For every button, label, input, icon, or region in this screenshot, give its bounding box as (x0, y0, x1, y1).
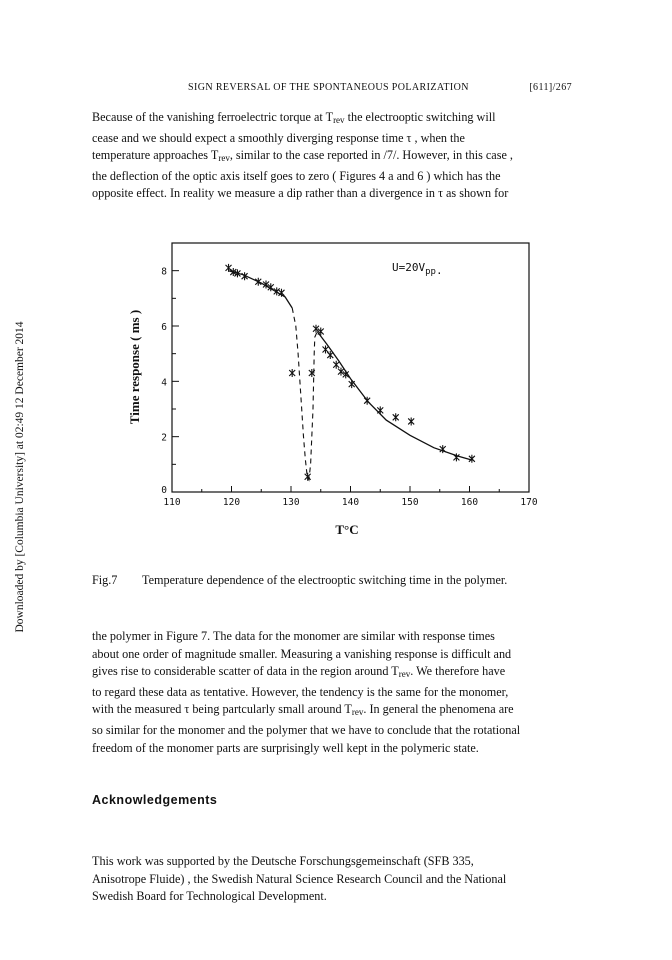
x-tick-label: 150 (401, 497, 419, 508)
text-line: gives rise to considerable scatter of data in the region around $T_{rev}$. We therefore have (92, 664, 506, 680)
text-line: so similar for the monomer and the polymer that we have to conclude that the rotational (92, 722, 521, 737)
data-point (440, 445, 446, 453)
text-line: Because of the vanishing ferroelectric torque at $T_{rev}$ the electrooptic switching will (92, 110, 496, 125)
text-line: Anisotrope Fluide) , the Swedish Natural Science Research Council and the National (92, 871, 507, 886)
y-tick-label: 2 (161, 432, 167, 444)
data-point (377, 406, 383, 414)
text-line: the deflection of the optic axis itself goes to zero ( Figures 4 a and 6 ) which has the (92, 168, 501, 183)
text-line: temperature approaches $T_{rev}$, similar to the case reported in /7/. However, in this case , (92, 148, 513, 164)
plot-frame (172, 243, 529, 492)
running-title: SIGN REVERSAL OF THE SPONTANEOUS POLARIZATION (188, 82, 469, 93)
x-axis-label: T°C (335, 522, 359, 537)
text-line: about one order of magnitude smaller. Measuring a vanishing response is difficult and (92, 646, 512, 661)
x-tick-label: 130 (282, 497, 300, 508)
data-point (278, 289, 284, 297)
fit-curve-high-t (317, 332, 472, 461)
fit-curve-dip (292, 308, 317, 480)
data-point (289, 369, 295, 377)
data-point (364, 397, 370, 405)
paragraph-discussion (92, 628, 577, 757)
y-tick-label: 6 (161, 322, 167, 333)
data-point (349, 380, 355, 388)
y-tick-label: 8 (161, 266, 167, 278)
x-tick-label: 170 (520, 497, 538, 508)
data-point (226, 264, 232, 272)
text-line: to regard these data as tentative. However, the tendency is the same for the monomer, (92, 684, 509, 699)
x-tick-label: 160 (460, 497, 479, 508)
text-line: This work was supported by the Deutsche Forschungsgemeinschaft (SFB 335, (92, 854, 474, 868)
data-point (453, 453, 459, 461)
figure-number: Fig.7 (92, 573, 118, 587)
x-tick-label: 110 (163, 497, 181, 508)
y-tick-label: 4 (161, 377, 167, 389)
fit-curve-low-t (229, 271, 293, 308)
data-point (255, 278, 261, 286)
data-point (333, 361, 339, 369)
page-number: [611]/267 (529, 82, 572, 93)
text-line: freedom of the monomer parts are surprisingly well kept in the polymeric state. (92, 740, 479, 755)
acknowledgements-text (92, 853, 577, 906)
data-point (327, 351, 333, 359)
text-line: the polymer in Figure 7. The data for the monomer are similar with response times (92, 629, 495, 643)
data-point (393, 413, 399, 421)
voltage-annotation: $U=20V_{pp}$. (392, 261, 443, 277)
download-watermark: Downloaded by [Columbia University] at 02:49 12 December 2014 (14, 321, 26, 633)
x-tick-label: 120 (222, 497, 241, 508)
text-line: opposite effect. In reality we measure a dip rather than a divergence in τ as shown for (92, 186, 509, 201)
text-line: with the measured τ being partcularly small around $T_{rev}$. In general the phenomena are (92, 702, 514, 718)
y-axis-label: Time response ( ms ) (127, 309, 142, 425)
text-line: Swedish Board for Technological Development. (92, 889, 327, 904)
x-tick-label: 140 (341, 497, 360, 508)
acknowledgements-heading: Acknowledgements (92, 793, 218, 807)
y-tick-label: 0 (161, 485, 167, 496)
data-point (408, 417, 414, 425)
text-line: cease and we should expect a smoothly diverging response time τ , when the (92, 130, 465, 145)
figure-caption-text: Temperature dependence of the electrooptic switching time in the polymer. (142, 573, 508, 587)
figure-caption (92, 573, 572, 588)
